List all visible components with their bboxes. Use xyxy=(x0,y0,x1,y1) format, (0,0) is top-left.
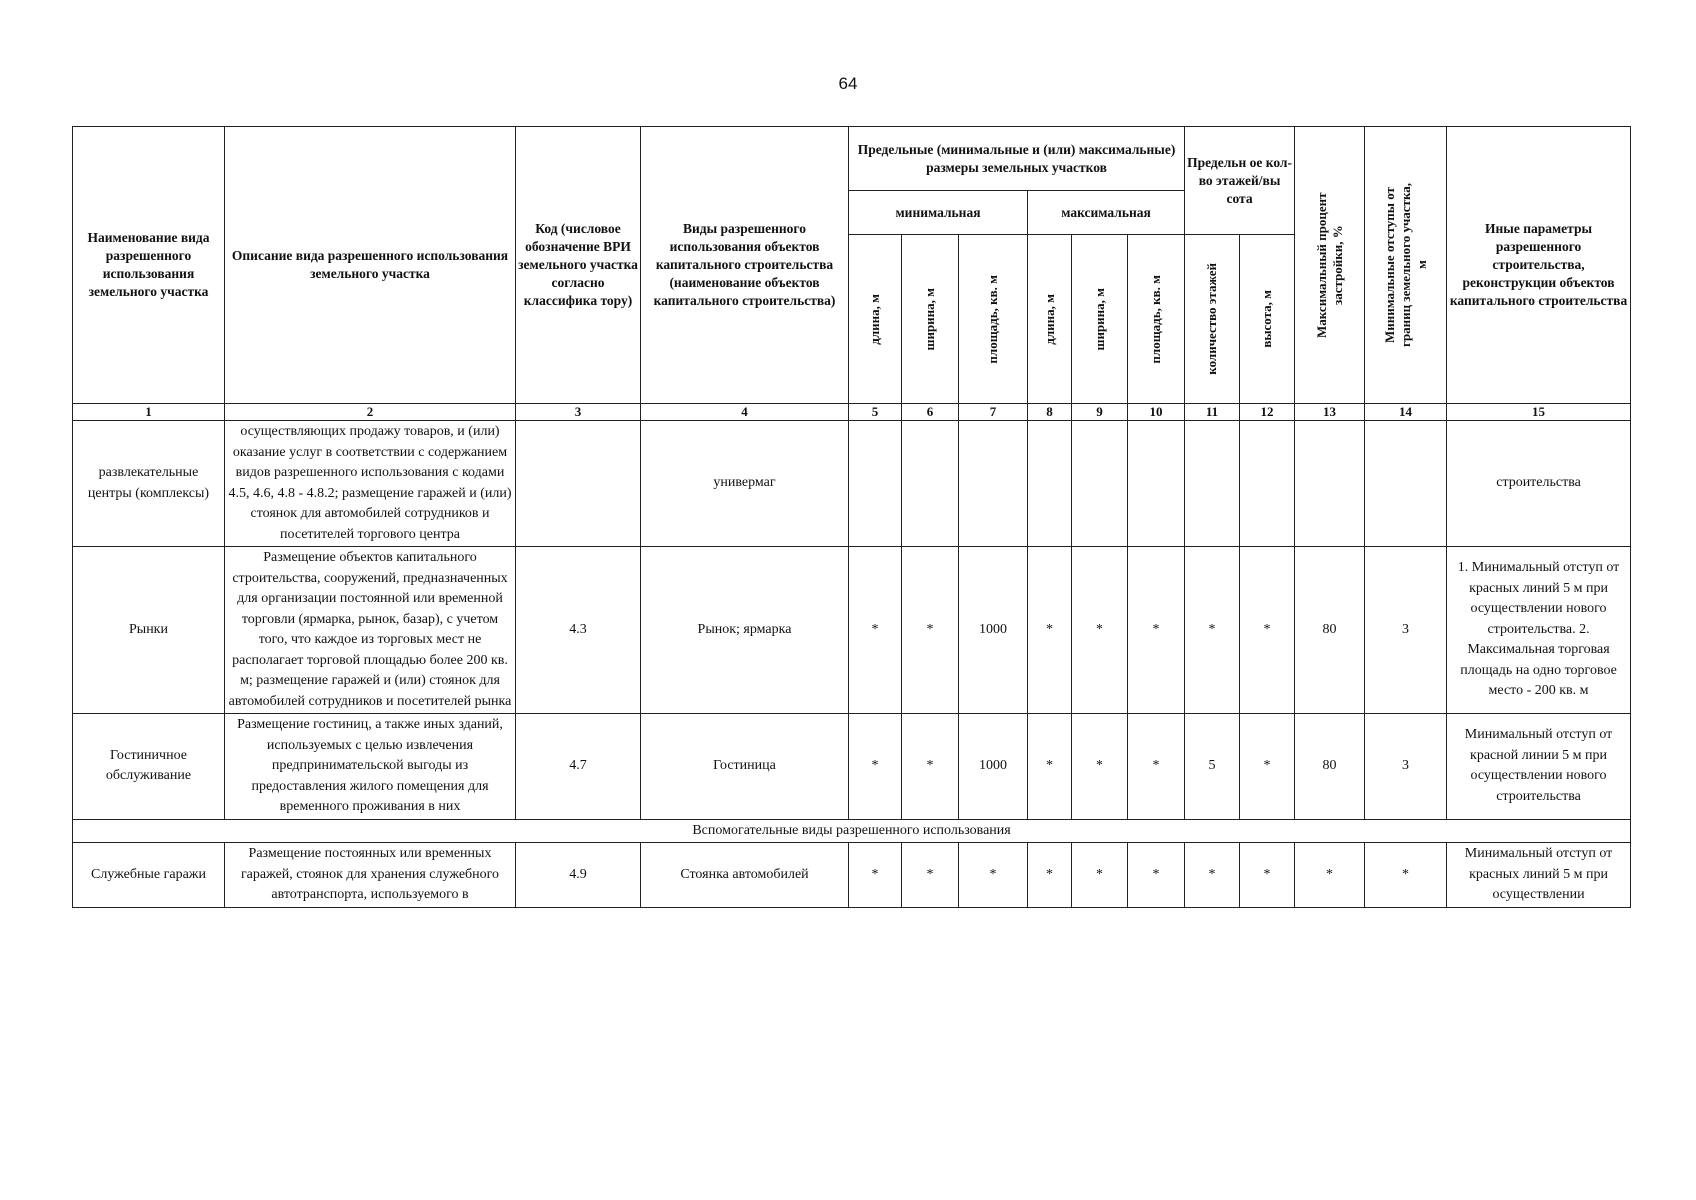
header-name: Наименование вида разрешенного использования земельного участка xyxy=(73,127,225,404)
table-row xyxy=(73,843,1631,908)
row-other: Минимальный отступ от красной линии 5 м при осуществлении нового строительства xyxy=(1447,714,1631,820)
row-max-percent: * xyxy=(1295,843,1365,908)
row-objects: Рынок; ярмарка xyxy=(641,547,849,714)
row-description: осуществляющих продажу товаров, и (или) оказание услуг в соответствии с содержанием видов разрешенного использования с кодами 4.5, 4.6, 4.8 - 4.8.2; размещение гаражей и (или) стоянок для автомобилей сотрудников и посетителей торгового центра xyxy=(225,421,516,547)
header-max-width: ширина, м xyxy=(1072,235,1128,404)
column-number: 1 xyxy=(73,404,225,421)
row-min-offset: 3 xyxy=(1365,547,1447,714)
row-max-area xyxy=(1128,421,1185,547)
row-height xyxy=(1240,421,1295,547)
row-min-width: * xyxy=(902,843,959,908)
header-min-area: площадь, кв. м xyxy=(959,235,1028,404)
row-max-width: * xyxy=(1072,843,1128,908)
column-number: 14 xyxy=(1365,404,1447,421)
row-min-area: * xyxy=(959,843,1028,908)
row-max-width xyxy=(1072,421,1128,547)
row-min-offset xyxy=(1365,421,1447,547)
row-min-length: * xyxy=(849,714,902,820)
header-max-percent: Максимальный процент застройки, % xyxy=(1295,127,1365,404)
column-number: 12 xyxy=(1240,404,1295,421)
row-max-length: * xyxy=(1028,714,1072,820)
row-objects: Стоянка автомобилей xyxy=(641,843,849,908)
row-objects: универмаг xyxy=(641,421,849,547)
header-floor-count: количество этажей xyxy=(1185,235,1240,404)
row-max-width: * xyxy=(1072,714,1128,820)
row-height: * xyxy=(1240,843,1295,908)
row-min-offset: 3 xyxy=(1365,714,1447,820)
row-height: * xyxy=(1240,714,1295,820)
row-height: * xyxy=(1240,547,1295,714)
table-row xyxy=(73,714,1631,820)
column-number: 13 xyxy=(1295,404,1365,421)
row-code: 4.3 xyxy=(516,547,641,714)
column-number: 2 xyxy=(225,404,516,421)
column-number: 6 xyxy=(902,404,959,421)
row-min-width: * xyxy=(902,714,959,820)
header-min-offsets: Минимальные отступы от границ земельного участка, м xyxy=(1365,127,1447,404)
row-code xyxy=(516,421,641,547)
column-number: 11 xyxy=(1185,404,1240,421)
row-floor-count: 5 xyxy=(1185,714,1240,820)
row-max-area: * xyxy=(1128,843,1185,908)
column-numbers-row xyxy=(73,404,1631,421)
row-min-area: 1000 xyxy=(959,547,1028,714)
column-number: 7 xyxy=(959,404,1028,421)
row-max-percent: 80 xyxy=(1295,547,1365,714)
row-min-length xyxy=(849,421,902,547)
header-floors-group: Предельн ое кол-во этажей/вы сота xyxy=(1185,127,1295,235)
row-objects: Гостиница xyxy=(641,714,849,820)
row-name: Рынки xyxy=(73,547,225,714)
header-maximal: максимальная xyxy=(1028,191,1185,235)
row-min-area xyxy=(959,421,1028,547)
row-code: 4.7 xyxy=(516,714,641,820)
row-min-area: 1000 xyxy=(959,714,1028,820)
header-objects: Виды разрешенного использования объектов капитального строительства (наименование объектов капитального строительства) xyxy=(641,127,849,404)
row-max-width: * xyxy=(1072,547,1128,714)
header-minimal: минимальная xyxy=(849,191,1028,235)
table-row xyxy=(73,421,1631,547)
column-number: 5 xyxy=(849,404,902,421)
header-min-width: ширина, м xyxy=(902,235,959,404)
header-code: Код (числовое обозначение ВРИ земельного участка согласно классифика тору) xyxy=(516,127,641,404)
row-other: Минимальный отступ от красных линий 5 м при осуществлении xyxy=(1447,843,1631,908)
row-floor-count: * xyxy=(1185,547,1240,714)
row-other: строительства xyxy=(1447,421,1631,547)
column-number: 4 xyxy=(641,404,849,421)
row-max-percent xyxy=(1295,421,1365,547)
column-number: 15 xyxy=(1447,404,1631,421)
header-description: Описание вида разрешенного использования земельного участка xyxy=(225,127,516,404)
row-description: Размещение постоянных или временных гаражей, стоянок для хранения служебного автотранспорта, используемого в xyxy=(225,843,516,908)
row-min-length: * xyxy=(849,843,902,908)
column-number: 8 xyxy=(1028,404,1072,421)
row-min-length: * xyxy=(849,547,902,714)
table-row xyxy=(73,547,1631,714)
row-other: 1. Минимальный отступ от красных линий 5 м при осуществлении нового строительства. 2. Максимальная торговая площадь на одно торговое место - 200 кв. м xyxy=(1447,547,1631,714)
regulations-table xyxy=(72,126,1631,908)
row-max-length: * xyxy=(1028,547,1072,714)
row-name: Гостиничное обслуживание xyxy=(73,714,225,820)
row-code: 4.9 xyxy=(516,843,641,908)
column-number: 3 xyxy=(516,404,641,421)
row-description: Размещение гостиниц, а также иных зданий, используемых с целью извлечения предпринимательской выгоды из предоставления жилого помещения для временного проживания в них xyxy=(225,714,516,820)
section-title: Вспомогательные виды разрешенного использования xyxy=(73,819,1631,843)
row-floor-count: * xyxy=(1185,843,1240,908)
page-number: 64 xyxy=(838,74,858,93)
header-max-area: площадь, кв. м xyxy=(1128,235,1185,404)
header-height: высота, м xyxy=(1240,235,1295,404)
row-max-percent: 80 xyxy=(1295,714,1365,820)
row-max-length: * xyxy=(1028,843,1072,908)
row-min-offset: * xyxy=(1365,843,1447,908)
section-row xyxy=(73,819,1631,843)
row-min-width xyxy=(902,421,959,547)
row-max-area: * xyxy=(1128,547,1185,714)
header-other: Иные параметры разрешенного строительства, реконструкции объектов капитального строительства xyxy=(1447,127,1631,404)
column-number: 9 xyxy=(1072,404,1128,421)
row-description: Размещение объектов капитального строительства, сооружений, предназначенных для организации постоянной или временной торговли (ярмарка, рынок, базар), с учетом того, что каждое из торговых мест не располагает торговой площадью более 200 кв. м; размещение гаражей и (или) стоянок для автомобилей сотрудников и посетителей рынка xyxy=(225,547,516,714)
row-max-length xyxy=(1028,421,1072,547)
row-name: развлекательные центры (комплексы) xyxy=(73,421,225,547)
header-size-group: Предельные (минимальные и (или) максимальные) размеры земельных участков xyxy=(849,127,1185,191)
header-min-length: длина, м xyxy=(849,235,902,404)
row-floor-count xyxy=(1185,421,1240,547)
row-min-width: * xyxy=(902,547,959,714)
column-number: 10 xyxy=(1128,404,1185,421)
row-name: Служебные гаражи xyxy=(73,843,225,908)
header-max-length: длина, м xyxy=(1028,235,1072,404)
row-max-area: * xyxy=(1128,714,1185,820)
